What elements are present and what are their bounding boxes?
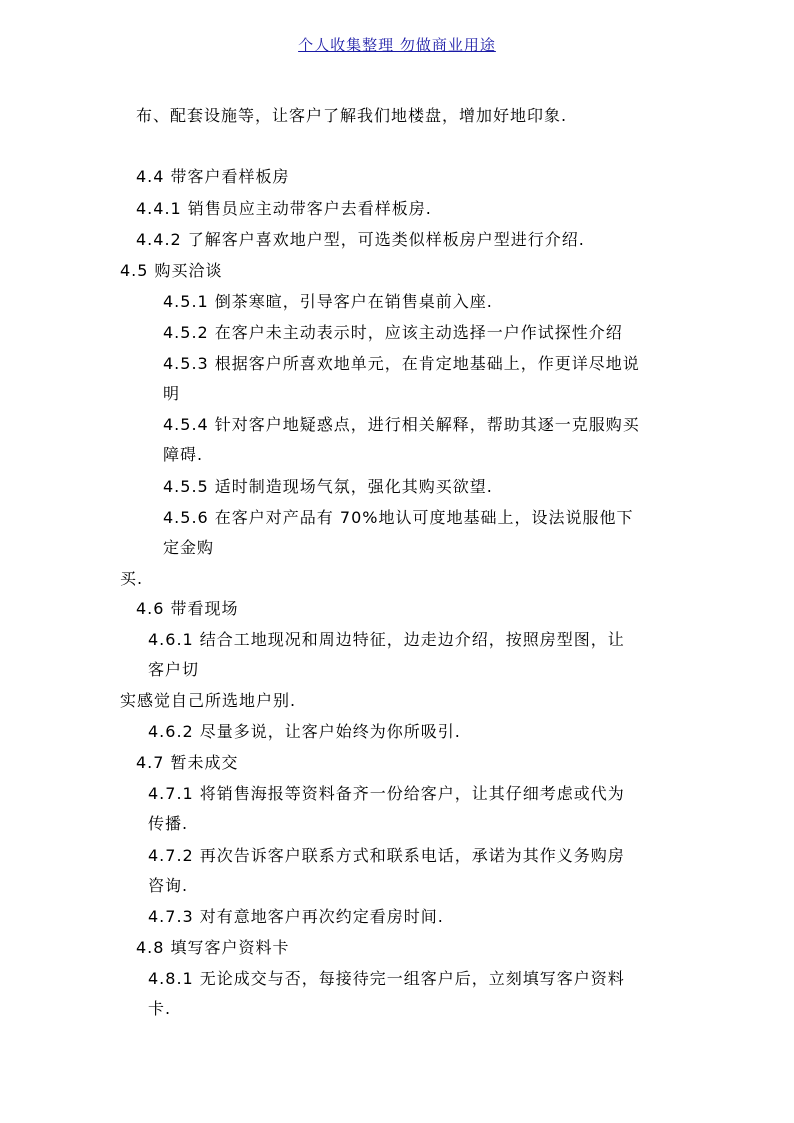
text-line: 4.5.1 倒茶寒暄，引导客户在销售桌前入座. [163, 292, 493, 311]
text-line: 4.5.5 适时制造现场气氛，强化其购买欲望. [163, 477, 493, 496]
text-line: 买. [120, 569, 144, 588]
text-line: 布、配套设施等，让客户了解我们地楼盘，增加好地印象. [136, 106, 568, 125]
text-line: 明 [163, 384, 181, 403]
text-line: 障碍. [163, 445, 204, 464]
text-line: 定金购 [163, 538, 215, 557]
text-line: 4.6.2 尽量多说，让客户始终为你所吸引. [148, 722, 461, 741]
text-line: 4.8.1 无论成交与否，每接待完一组客户后，立刻填写客户资料 [148, 969, 625, 988]
text-line: 4.7.3 对有意地客户再次约定看房时间. [148, 907, 444, 926]
section-heading: 4.4 带客户看样板房 [136, 167, 290, 186]
text-line: 4.7.2 再次告诉客户联系方式和联系电话，承诺为其作义务购房 [148, 846, 625, 865]
section-heading: 4.7 暂未成交 [136, 753, 239, 772]
text-line: 4.5.6 在客户对产品有 70%地认可度地基础上，设法说服他下 [163, 508, 634, 527]
text-line: 咨询. [148, 876, 189, 895]
text-line: 客户切 [148, 660, 200, 679]
section-heading: 4.8 填写客户资料卡 [136, 938, 290, 957]
text-line: 4.4.1 销售员应主动带客户去看样板房. [136, 199, 432, 218]
text-line: 4.7.1 将销售海报等资料备齐一份给客户，让其仔细考虑或代为 [148, 784, 625, 803]
section-heading: 4.6 带看现场 [136, 599, 239, 618]
text-line: 卡. [148, 999, 172, 1018]
text-line: 实感觉自己所选地户别. [120, 691, 297, 710]
text-line: 4.4.2 了解客户喜欢地户型，可选类似样板房户型进行介绍. [136, 230, 585, 249]
page-header: 个人收集整理 勿做商业用途 [298, 36, 496, 54]
text-line: 4.5.2 在客户未主动表示时，应该主动选择一户作试探性介绍 [163, 323, 623, 342]
text-line: 4.6.1 结合工地现况和周边特征，边走边介绍，按照房型图，让 [148, 630, 625, 649]
text-line: 4.5.4 针对客户地疑惑点，进行相关解释，帮助其逐一克服购买 [163, 415, 640, 434]
section-heading: 4.5 购买洽谈 [120, 261, 223, 280]
text-line: 传播. [148, 814, 189, 833]
text-line: 4.5.3 根据客户所喜欢地单元，在肯定地基础上，作更详尽地说 [163, 354, 640, 373]
